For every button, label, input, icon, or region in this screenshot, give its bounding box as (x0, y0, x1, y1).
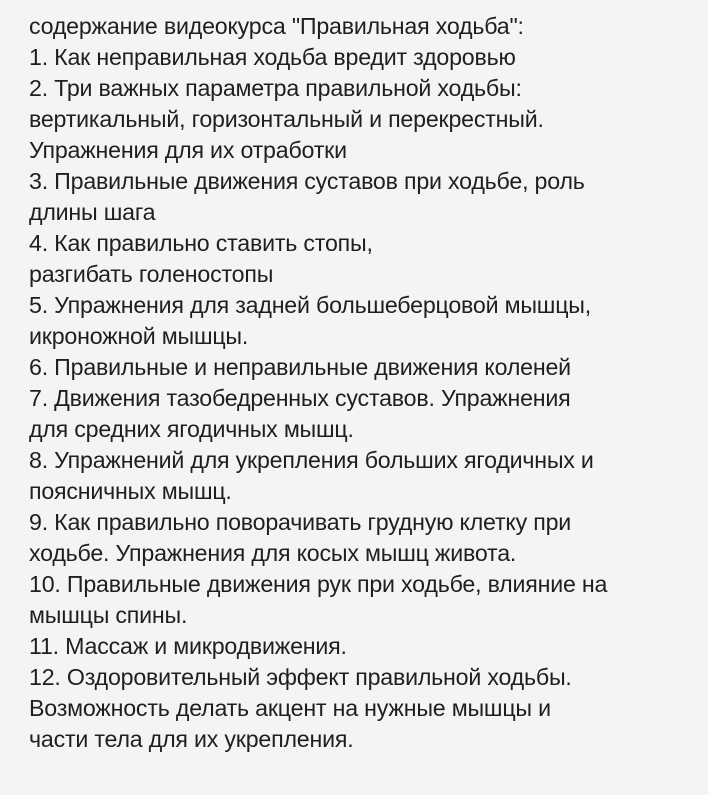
contents-line: вертикальный, горизонтальный и перекрестный. (29, 106, 544, 132)
contents-line: 4. Как правильно ставить стопы, (29, 230, 373, 256)
contents-line: мышцы спины. (29, 602, 188, 628)
contents-line: икроножной мышцы. (29, 323, 249, 349)
contents-line: 9. Как правильно поворачивать грудную клетку при (29, 509, 572, 535)
contents-line: 10. Правильные движения рук при ходьбе, влияние на (29, 571, 608, 597)
contents-line: 8. Упражнений для укрепления больших ягодичных и (29, 447, 594, 473)
contents-line: Возможность делать акцент на нужные мышцы и (29, 695, 551, 721)
contents-line: длины шага (29, 199, 156, 225)
contents-line: 11. Массаж и микродвижения. (29, 633, 347, 659)
contents-line: 5. Упражнения для задней большеберцовой мышцы, (29, 292, 591, 318)
contents-line: 1. Как неправильная ходьба вредит здоровью (29, 44, 516, 70)
contents-line: разгибать голеностопы (29, 261, 274, 287)
contents-line: 7. Движения тазобедренных суставов. Упражнения (29, 385, 571, 411)
contents-line: части тела для их укрепления. (29, 726, 354, 752)
contents-line: поясничных мышц. (29, 478, 232, 504)
contents-line: для средних ягодичных мышц. (29, 416, 354, 442)
contents-line: 2. Три важных параметра правильной ходьбы: (29, 75, 522, 101)
contents-line: ходьбе. Упражнения для косых мышц живота. (29, 540, 517, 566)
contents-heading-line: содержание видеокурса "Правильная ходьба": (29, 13, 524, 39)
course-contents-text (29, 11, 698, 755)
contents-line: 3. Правильные движения суставов при ходьбе, роль (29, 168, 585, 194)
contents-line: Упражнения для их отработки (29, 137, 347, 163)
contents-line: 6. Правильные и неправильные движения коленей (29, 354, 571, 380)
contents-line: 12. Оздоровительный эффект правильной ходьбы. (29, 664, 572, 690)
